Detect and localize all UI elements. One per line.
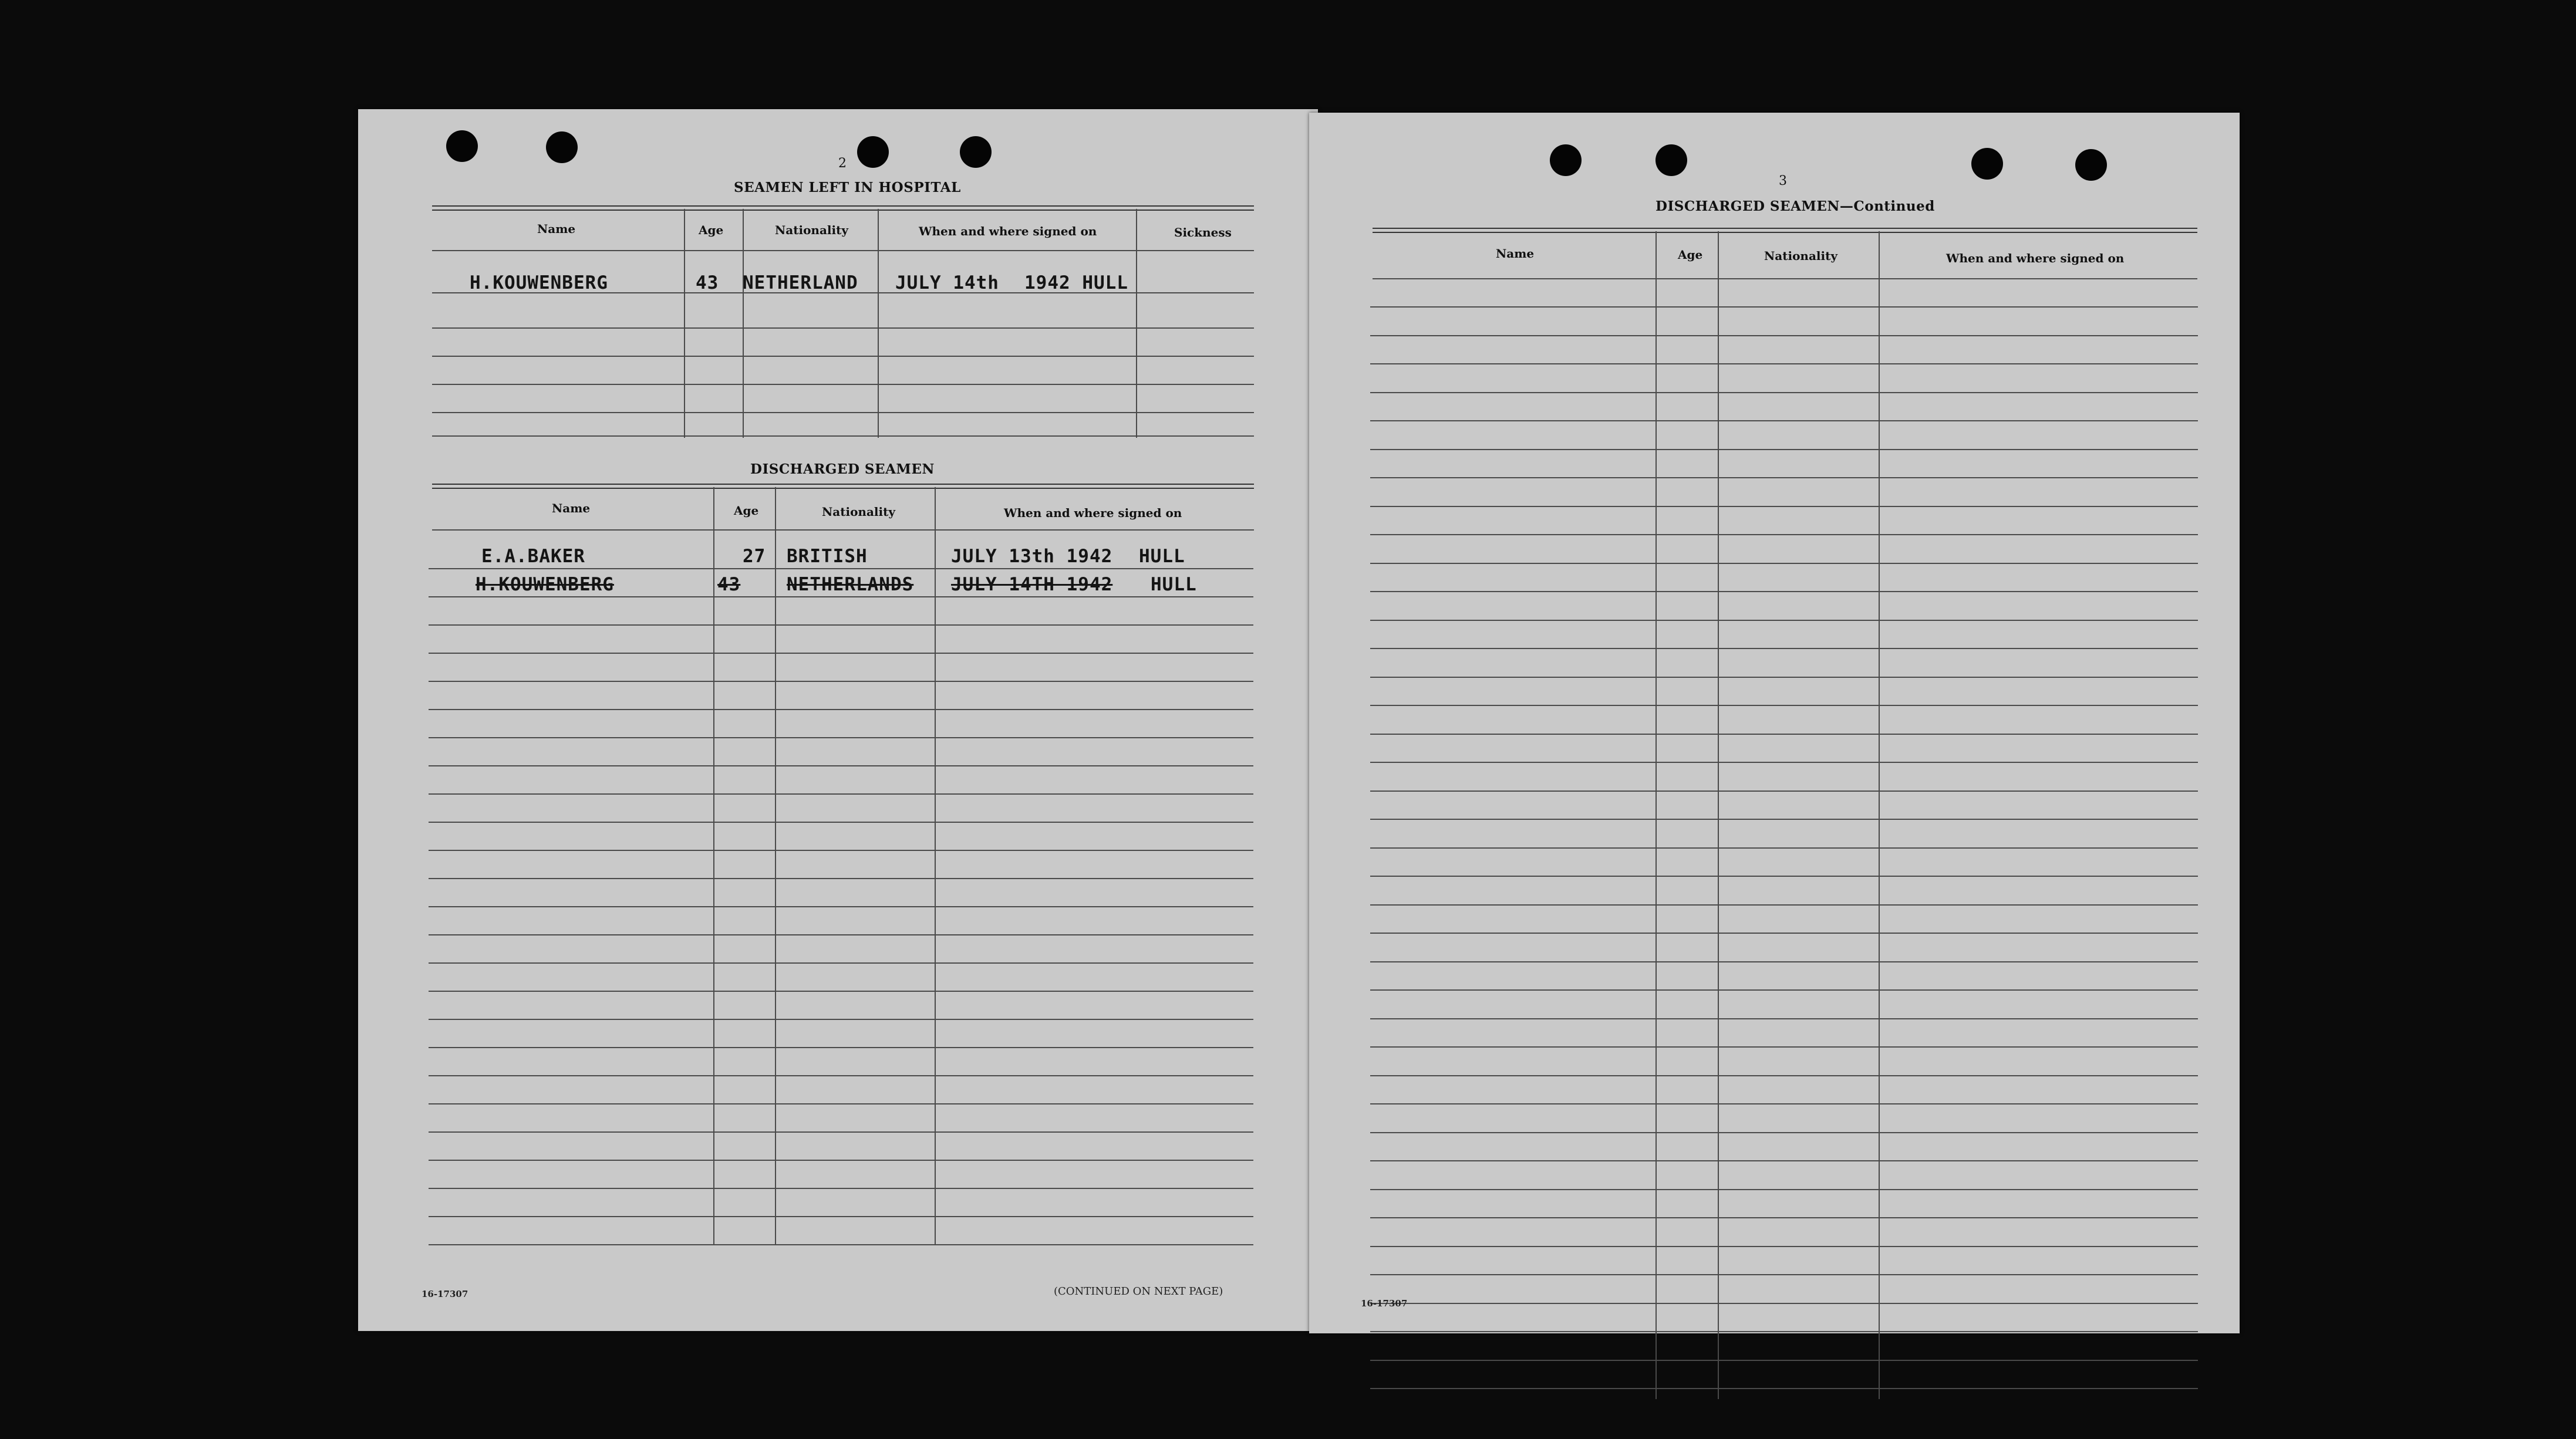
ruled-line <box>1370 876 2198 877</box>
ruled-line <box>1370 1075 2198 1076</box>
ruled-line <box>429 1244 1253 1245</box>
form-number: 16-17307 <box>422 1289 468 1299</box>
page-title: DISCHARGED SEAMEN—Continued <box>1655 198 1935 214</box>
column-header-nationality: Nationality <box>1764 249 1837 263</box>
ruled-line <box>1370 1246 2198 1247</box>
ruled-line <box>1370 961 2198 962</box>
ruled-line <box>429 793 1253 795</box>
ruled-line <box>1370 1331 2198 1332</box>
table-rule <box>432 529 1254 531</box>
ruled-line <box>429 596 1253 597</box>
ruled-line <box>429 878 1253 879</box>
ruled-line <box>1370 648 2198 649</box>
ruled-line <box>1370 363 2198 364</box>
ruled-line <box>1370 420 2198 421</box>
punch-hole <box>446 130 478 162</box>
discharged-row-nationality: BRITISH <box>787 546 868 567</box>
discharged-row-age: 27 <box>743 546 766 567</box>
ruled-line <box>429 624 1253 626</box>
ruled-line <box>1370 1018 2198 1019</box>
ruled-line <box>429 1075 1253 1076</box>
ruled-line <box>429 906 1253 907</box>
column-divider <box>1136 209 1137 438</box>
column-divider <box>935 487 936 1244</box>
column-divider <box>1718 231 1719 1399</box>
punch-hole <box>2075 149 2107 181</box>
ruled-line <box>1370 847 2198 849</box>
ruled-line <box>1370 1217 2198 1218</box>
ruled-line <box>429 1047 1253 1048</box>
ruled-line <box>429 709 1253 710</box>
ruled-line <box>1370 1103 2198 1104</box>
column-header-nationality: Nationality <box>822 505 895 519</box>
table-rule <box>432 205 1254 211</box>
ruled-line <box>429 1019 1253 1020</box>
discharged-row-nationality-struck: NETHERLANDS <box>787 574 914 595</box>
punch-hole <box>1971 148 2003 180</box>
punch-hole <box>1550 144 1582 176</box>
table-rule <box>432 250 1254 251</box>
ruled-line <box>1370 306 2198 308</box>
column-divider <box>713 487 714 1244</box>
ruled-line <box>429 568 1253 569</box>
ruled-line <box>429 934 1253 935</box>
hospital-section-title: SEAMEN LEFT IN HOSPITAL <box>734 180 961 195</box>
ruled-line <box>1370 1360 2198 1361</box>
ruled-line <box>1370 904 2198 906</box>
column-header-age: Age <box>734 504 759 518</box>
discharged-row-signed-struck: JULY 14TH 1942 <box>951 574 1113 595</box>
ruled-line <box>429 1131 1253 1133</box>
column-header-nationality: Nationality <box>775 223 848 237</box>
ruled-line <box>429 850 1253 851</box>
discharged-row-place: HULL <box>1139 546 1185 567</box>
punch-hole <box>1655 144 1687 176</box>
ruled-line <box>1370 1189 2198 1190</box>
table-rule <box>432 384 1254 385</box>
hospital-row-signed-date: JULY 14th <box>895 272 999 293</box>
discharged-row-place-struck: HULL <box>1151 574 1197 595</box>
hospital-row-name: H.KOUWENBERG <box>470 272 608 293</box>
column-divider <box>743 209 744 438</box>
column-header-sickness: Sickness <box>1174 225 1232 239</box>
hospital-row-age: 43 <box>696 272 719 293</box>
ruled-line <box>1370 1274 2198 1275</box>
form-number: 16-17307 <box>1361 1298 1408 1309</box>
table-rule <box>432 484 1254 489</box>
column-header-age: Age <box>1678 248 1703 262</box>
column-divider <box>775 487 776 1244</box>
ruled-line <box>1370 1303 2198 1304</box>
ruled-line <box>429 1160 1253 1161</box>
ruled-line <box>1370 335 2198 336</box>
ruled-line <box>429 1103 1253 1104</box>
ruled-line <box>1370 1132 2198 1133</box>
table-rule <box>1373 278 2197 279</box>
ruled-line <box>1370 392 2198 393</box>
left-page <box>358 109 1318 1331</box>
ruled-line <box>429 991 1253 992</box>
ruled-line <box>1370 506 2198 507</box>
ruled-line <box>1370 1388 2198 1389</box>
discharged-row-name: E.A.BAKER <box>481 546 585 567</box>
ruled-line <box>1370 1046 2198 1048</box>
column-divider <box>878 209 879 438</box>
ruled-line <box>1370 591 2198 592</box>
table-rule <box>432 412 1254 413</box>
table-rule <box>1373 228 2197 233</box>
ruled-line <box>1370 677 2198 678</box>
ruled-line <box>1370 762 2198 763</box>
punch-hole <box>960 136 992 168</box>
ruled-line <box>429 653 1253 654</box>
column-header-signed-on: When and where signed on <box>1004 506 1182 520</box>
column-divider <box>1655 231 1657 1399</box>
page-number: 3 <box>1779 174 1787 188</box>
ruled-line <box>1370 989 2198 991</box>
ruled-line <box>1370 620 2198 621</box>
ruled-line <box>1370 791 2198 792</box>
ruled-line <box>1370 477 2198 478</box>
right-page <box>1309 113 2240 1333</box>
ruled-line <box>1370 705 2198 706</box>
continued-footer: (CONTINUED ON NEXT PAGE) <box>1054 1285 1223 1298</box>
ruled-line <box>1370 563 2198 564</box>
ruled-line <box>429 962 1253 964</box>
ruled-line <box>429 765 1253 766</box>
column-header-name: Name <box>1496 246 1535 261</box>
column-header-age: Age <box>699 223 724 237</box>
column-header-name: Name <box>537 222 576 236</box>
discharged-row-name-struck: H.KOUWENBERG <box>476 574 614 595</box>
ruled-line <box>429 681 1253 682</box>
ruled-line <box>1370 933 2198 934</box>
punch-hole <box>546 131 578 163</box>
ruled-line <box>1370 734 2198 735</box>
column-header-name: Name <box>552 501 591 515</box>
table-rule <box>432 327 1254 329</box>
ruled-line <box>1370 1160 2198 1161</box>
ruled-line <box>429 737 1253 738</box>
ruled-line <box>429 1188 1253 1189</box>
ruled-line <box>1370 534 2198 535</box>
ruled-line <box>429 822 1253 823</box>
column-divider <box>684 209 685 438</box>
discharged-row-signed: JULY 13th 1942 <box>951 546 1113 567</box>
ruled-line <box>1370 819 2198 820</box>
column-divider <box>1879 231 1880 1399</box>
punch-hole <box>857 136 889 168</box>
ruled-line <box>1370 449 2198 450</box>
column-header-signed-on: When and where signed on <box>1946 251 2125 265</box>
hospital-row-nationality: NETHERLAND <box>743 272 858 293</box>
discharged-section-title: DISCHARGED SEAMEN <box>750 461 935 477</box>
ruled-line <box>429 1216 1253 1217</box>
table-rule <box>432 435 1254 437</box>
discharged-row-age-struck: 43 <box>717 574 741 595</box>
column-header-signed-on: When and where signed on <box>919 224 1097 238</box>
hospital-row-signed-place: 1942 HULL <box>1024 272 1128 293</box>
table-rule <box>432 356 1254 357</box>
page-number: 2 <box>838 156 847 171</box>
